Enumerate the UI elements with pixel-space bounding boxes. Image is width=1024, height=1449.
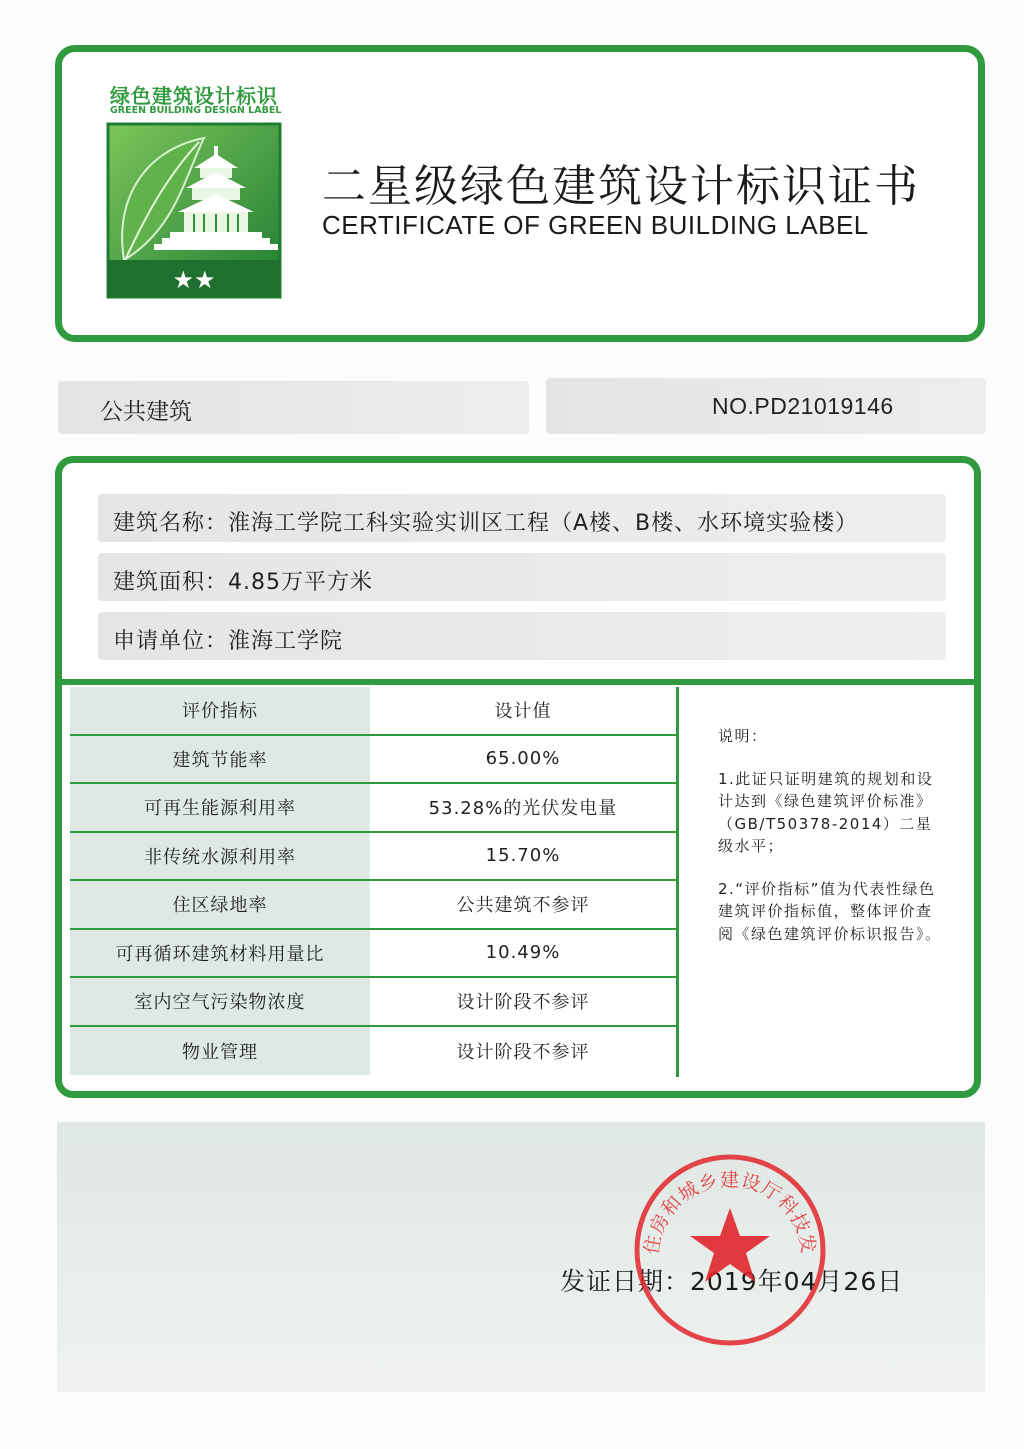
value-cell: 公共建筑不参评 [370,881,676,928]
table-row [70,1027,676,1076]
value-cell: 设计阶段不参评 [370,1027,676,1076]
notes-title: 说明： [718,727,768,745]
indicator-cell: 建筑节能率 [70,736,370,783]
indicator-cell: 住区绿地率 [70,881,370,928]
section-divider [62,679,974,685]
indicator-cell: 物业管理 [70,1027,370,1076]
footer-panel [57,1122,985,1392]
certificate-title-en: CERTIFICATE OF GREEN BUILDING LABEL [322,210,869,240]
green-building-logo-icon [104,120,284,301]
indicator-cell: 非传统水源利用率 [70,833,370,880]
certificate-title-cn: 二星级绿色建筑设计标识证书 [322,161,920,212]
applicant: 申请单位：淮海工学院 [113,629,344,654]
note-item: 1.此证只证明建筑的规划和设计达到《绿色建筑评价标准》（GB/T50378-2014）二星级水平； [718,769,934,855]
building-name: 建筑名称：淮海工学院工科实验实训区工程（A楼、B楼、水环境实验楼） [113,511,859,536]
note-item: 2.“评价指标”值为代表性绿色建筑评价指标值，整体评价查阅《绿色建筑评价标识报告》。 [718,879,942,943]
table-header-value: 设计值 [370,687,676,734]
logo-subtitle: GREEN BUILDING DESIGN LABEL [110,105,282,116]
table-header-row [70,687,676,736]
issue-date: 发证日期：2019年04月26日 [560,1267,904,1296]
evaluation-table [70,687,676,1075]
table-row [70,784,676,833]
logo-stars: ★★ [172,266,216,294]
value-cell: 65.00% [370,736,676,783]
value-cell: 设计阶段不参评 [370,978,676,1025]
table-row [70,833,676,882]
indicator-cell: 室内空气污染物浓度 [70,978,370,1025]
official-seal-icon [630,1150,830,1350]
indicator-cell: 可再循环建筑材料用量比 [70,930,370,977]
logo-title: 绿色建筑设计标识 [110,84,278,108]
building-area: 建筑面积：4.85万平方米 [113,570,373,595]
indicator-cell: 可再生能源利用率 [70,784,370,831]
seal-text: 住房和城乡建设厅科技发 [640,1169,820,1256]
notes-panel [718,725,943,945]
value-cell: 10.49% [370,930,676,977]
building-category: 公共建筑 [100,399,192,425]
table-row [70,736,676,785]
table-header-indicator: 评价指标 [70,687,370,734]
certificate-number: NO.PD21019146 [712,393,894,419]
table-notes-divider [676,687,679,1077]
value-cell: 53.28%的光伏发电量 [370,784,676,831]
value-cell: 15.70% [370,833,676,880]
table-row [70,930,676,979]
table-row [70,978,676,1027]
table-row [70,881,676,930]
